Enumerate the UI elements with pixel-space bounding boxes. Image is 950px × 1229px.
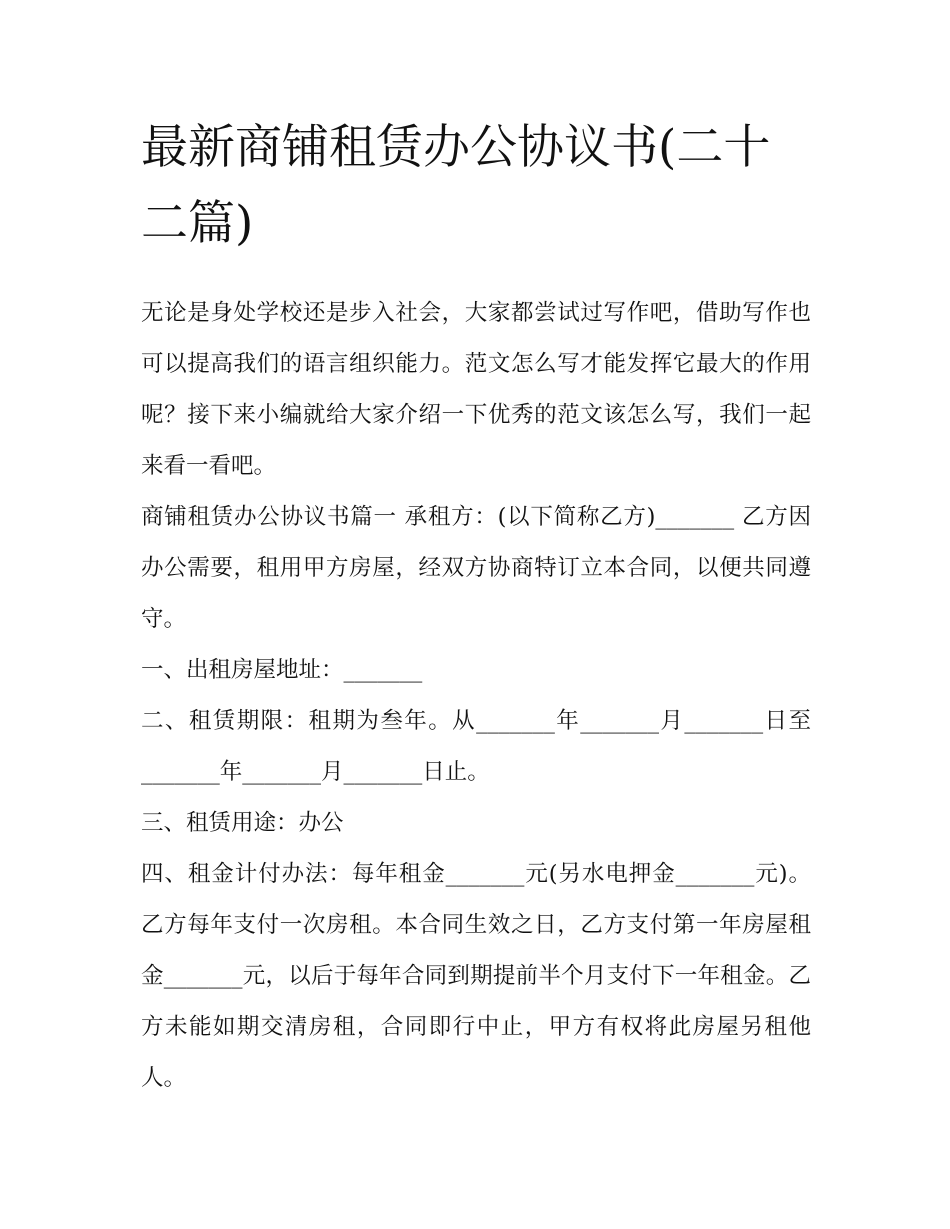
clause-1-address: 一、出租房屋地址：_______ xyxy=(141,657,423,683)
document-title: 最新商铺租赁办公协议书(二十二篇) xyxy=(141,120,771,251)
clause-3-purpose: 三、租赁用途：办公 xyxy=(141,810,344,836)
document-page xyxy=(141,110,811,1104)
contract-opening-paragraph: 商铺租赁办公协议书篇一 承租方：(以下简称乙方)_______ 乙方因办公需要，租用甲方房屋，经双方协商特订立本合同，以便共同遵守。 xyxy=(141,504,811,632)
clause-2-term: 二、租赁期限：租期为叁年。从_______年_______月_______日至_______年_______月_______日止。 xyxy=(141,708,811,785)
intro-paragraph: 无论是身处学校还是步入社会，大家都尝试过写作吧，借助写作也可以提高我们的语言组织能力。范文怎么写才能发挥它最大的作用呢？接下来小编就给大家介绍一下优秀的范文该怎么写，我们一起来看一看吧。 xyxy=(141,300,811,479)
clause-4-rent: 四、租金计付办法：每年租金_______元(另水电押金_______元)。乙方每年支付一次房租。本合同生效之日，乙方支付第一年房屋租金_______元，以后于每年合同到期提前半个月支付下一年租金。乙方未能如期交清房租，合同即行中止，甲方有权将此房屋另租他人。 xyxy=(141,861,811,1091)
